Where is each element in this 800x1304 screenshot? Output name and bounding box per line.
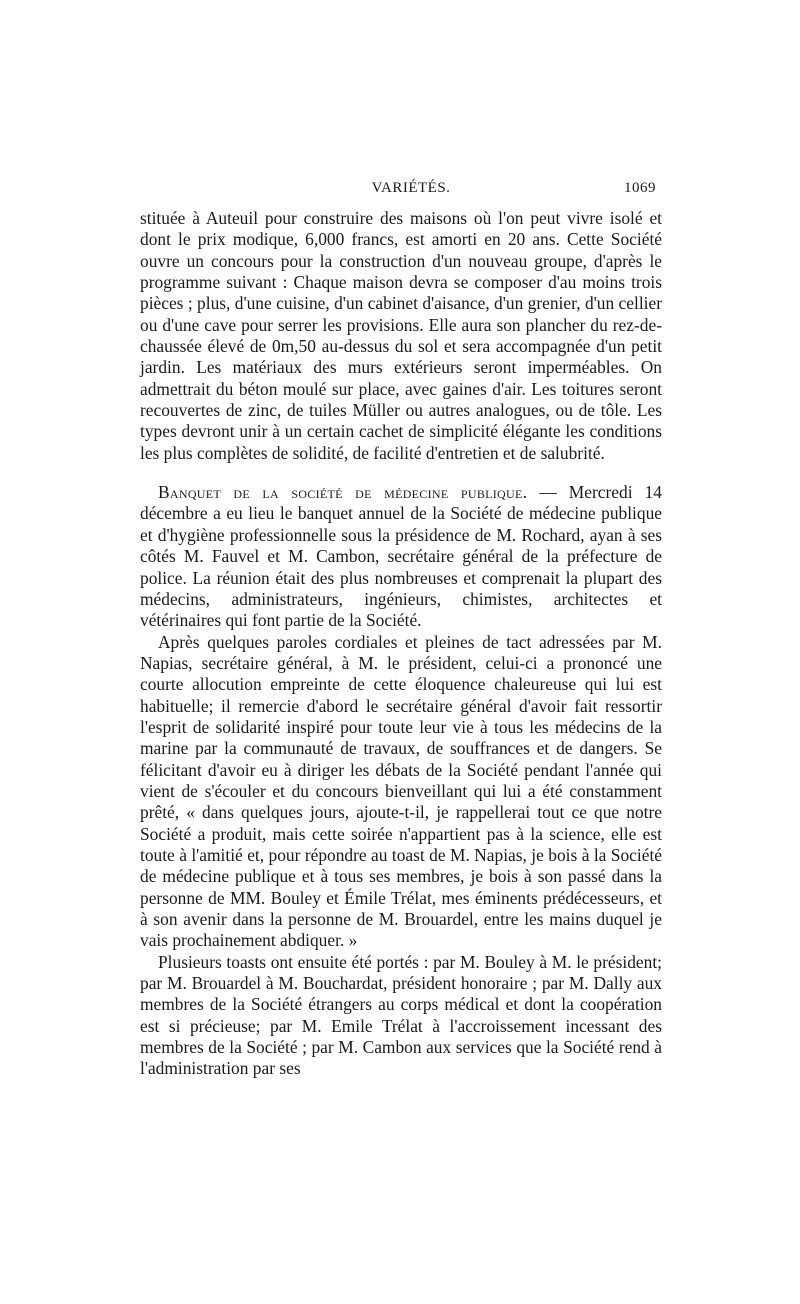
- paragraph-banquet: [140, 482, 662, 631]
- paragraph-toasts: Plusieurs toasts ont ensuite été portés : par M. Bouley à M. le président; par M. Brouardel à M. Bouchardat, président honoraire ; par M. Dally aux membres de la Société étrangers au corps médical et dont la coopération est si précieuse; par M. Emile Trélat à l'accroissement incessant des membres de la Société ; par M. Cambon aux services que la Société rend à l'administration par ses: [140, 951, 662, 1079]
- running-title: VARIÉTÉS.: [371, 180, 451, 196]
- page-number: 1069: [624, 180, 656, 196]
- paragraph-banquet-body: — Mercredi 14 décembre a eu lieu le banquet annuel de la Société de médecine publique et d'hygiène professionnelle sous la présidence de M. Rochard, ayan à ses côtés M. Fauvel et M. Cambon, secrétaire général de la préfecture de police. La réunion était des plus nombreuses et comprenait la plupart des médecins, administrateurs, ingénieurs, chimistes, architectes et vétérinaires qui font partie de la Société.: [140, 482, 662, 631]
- book-page: [140, 180, 662, 1080]
- running-head: [140, 180, 662, 206]
- section-heading-banquet: Banquet de la société de médecine publique.: [158, 482, 528, 503]
- paragraph-auteuil-housing: stituée à Auteuil pour construire des maisons où l'on peut vivre isolé et dont le prix modique, 6,000 francs, est amorti en 20 ans. Cette Société ouvre un concours pour la construction d'un nouveau groupe, d'après le programme suivant : Chaque maison devra se composer d'au moins trois pièces ; plus, d'une cuisine, d'un cabinet d'aisance, d'un grenier, d'un cellier ou d'une cave pour serrer les provisions. Elle aura son plancher du rez-de-chaussée élevé de 0m,50 au-dessus du sol et sera accompagnée d'un petit jardin. Les matériaux des murs extérieurs seront imperméables. On admettrait du béton moulé sur place, avec gaines d'air. Les toitures seront recouvertes de zinc, de tuiles Müller ou autres analogues, ou de tôle. Les types devront unir à un certain cachet de simplicité élégante les conditions les plus complètes de solidité, de facilité d'entretien et de salubrité.: [140, 208, 662, 463]
- paragraph-president-speech: Après quelques paroles cordiales et pleines de tact adressées par M. Napias, secrétaire général, à M. le président, celui-ci a prononcé une courte allocution empreinte de cette éloquence chaleureuse qui lui est habituelle; il remercie d'abord le secrétaire général d'avoir fait ressortir l'esprit de solidarité inspiré pour toute leur vie à tous les médecins de la marine par la communauté de travaux, de souffrances et de dangers. Se félicitant d'avoir eu à diriger les débats de la Société pendant l'année qui vient de s'écouler et du concours bienveillant qui lui a été constamment prêté, « dans quelques jours, ajoute-t-il, je rappellerai tout ce que notre Société a produit, mais cette soirée n'appartient pas à la science, elle est toute à l'amitié et, pour répondre au toast de M. Napias, je bois à la Société de médecine publique et à tous ses membres, je bois à son passé dans la personne de MM. Bouley et Émile Trélat, mes éminents prédécesseurs, et à son avenir dans la personne de M. Brouardel, entre les mains duquel je vais prochainement abdiquer. »: [140, 631, 662, 951]
